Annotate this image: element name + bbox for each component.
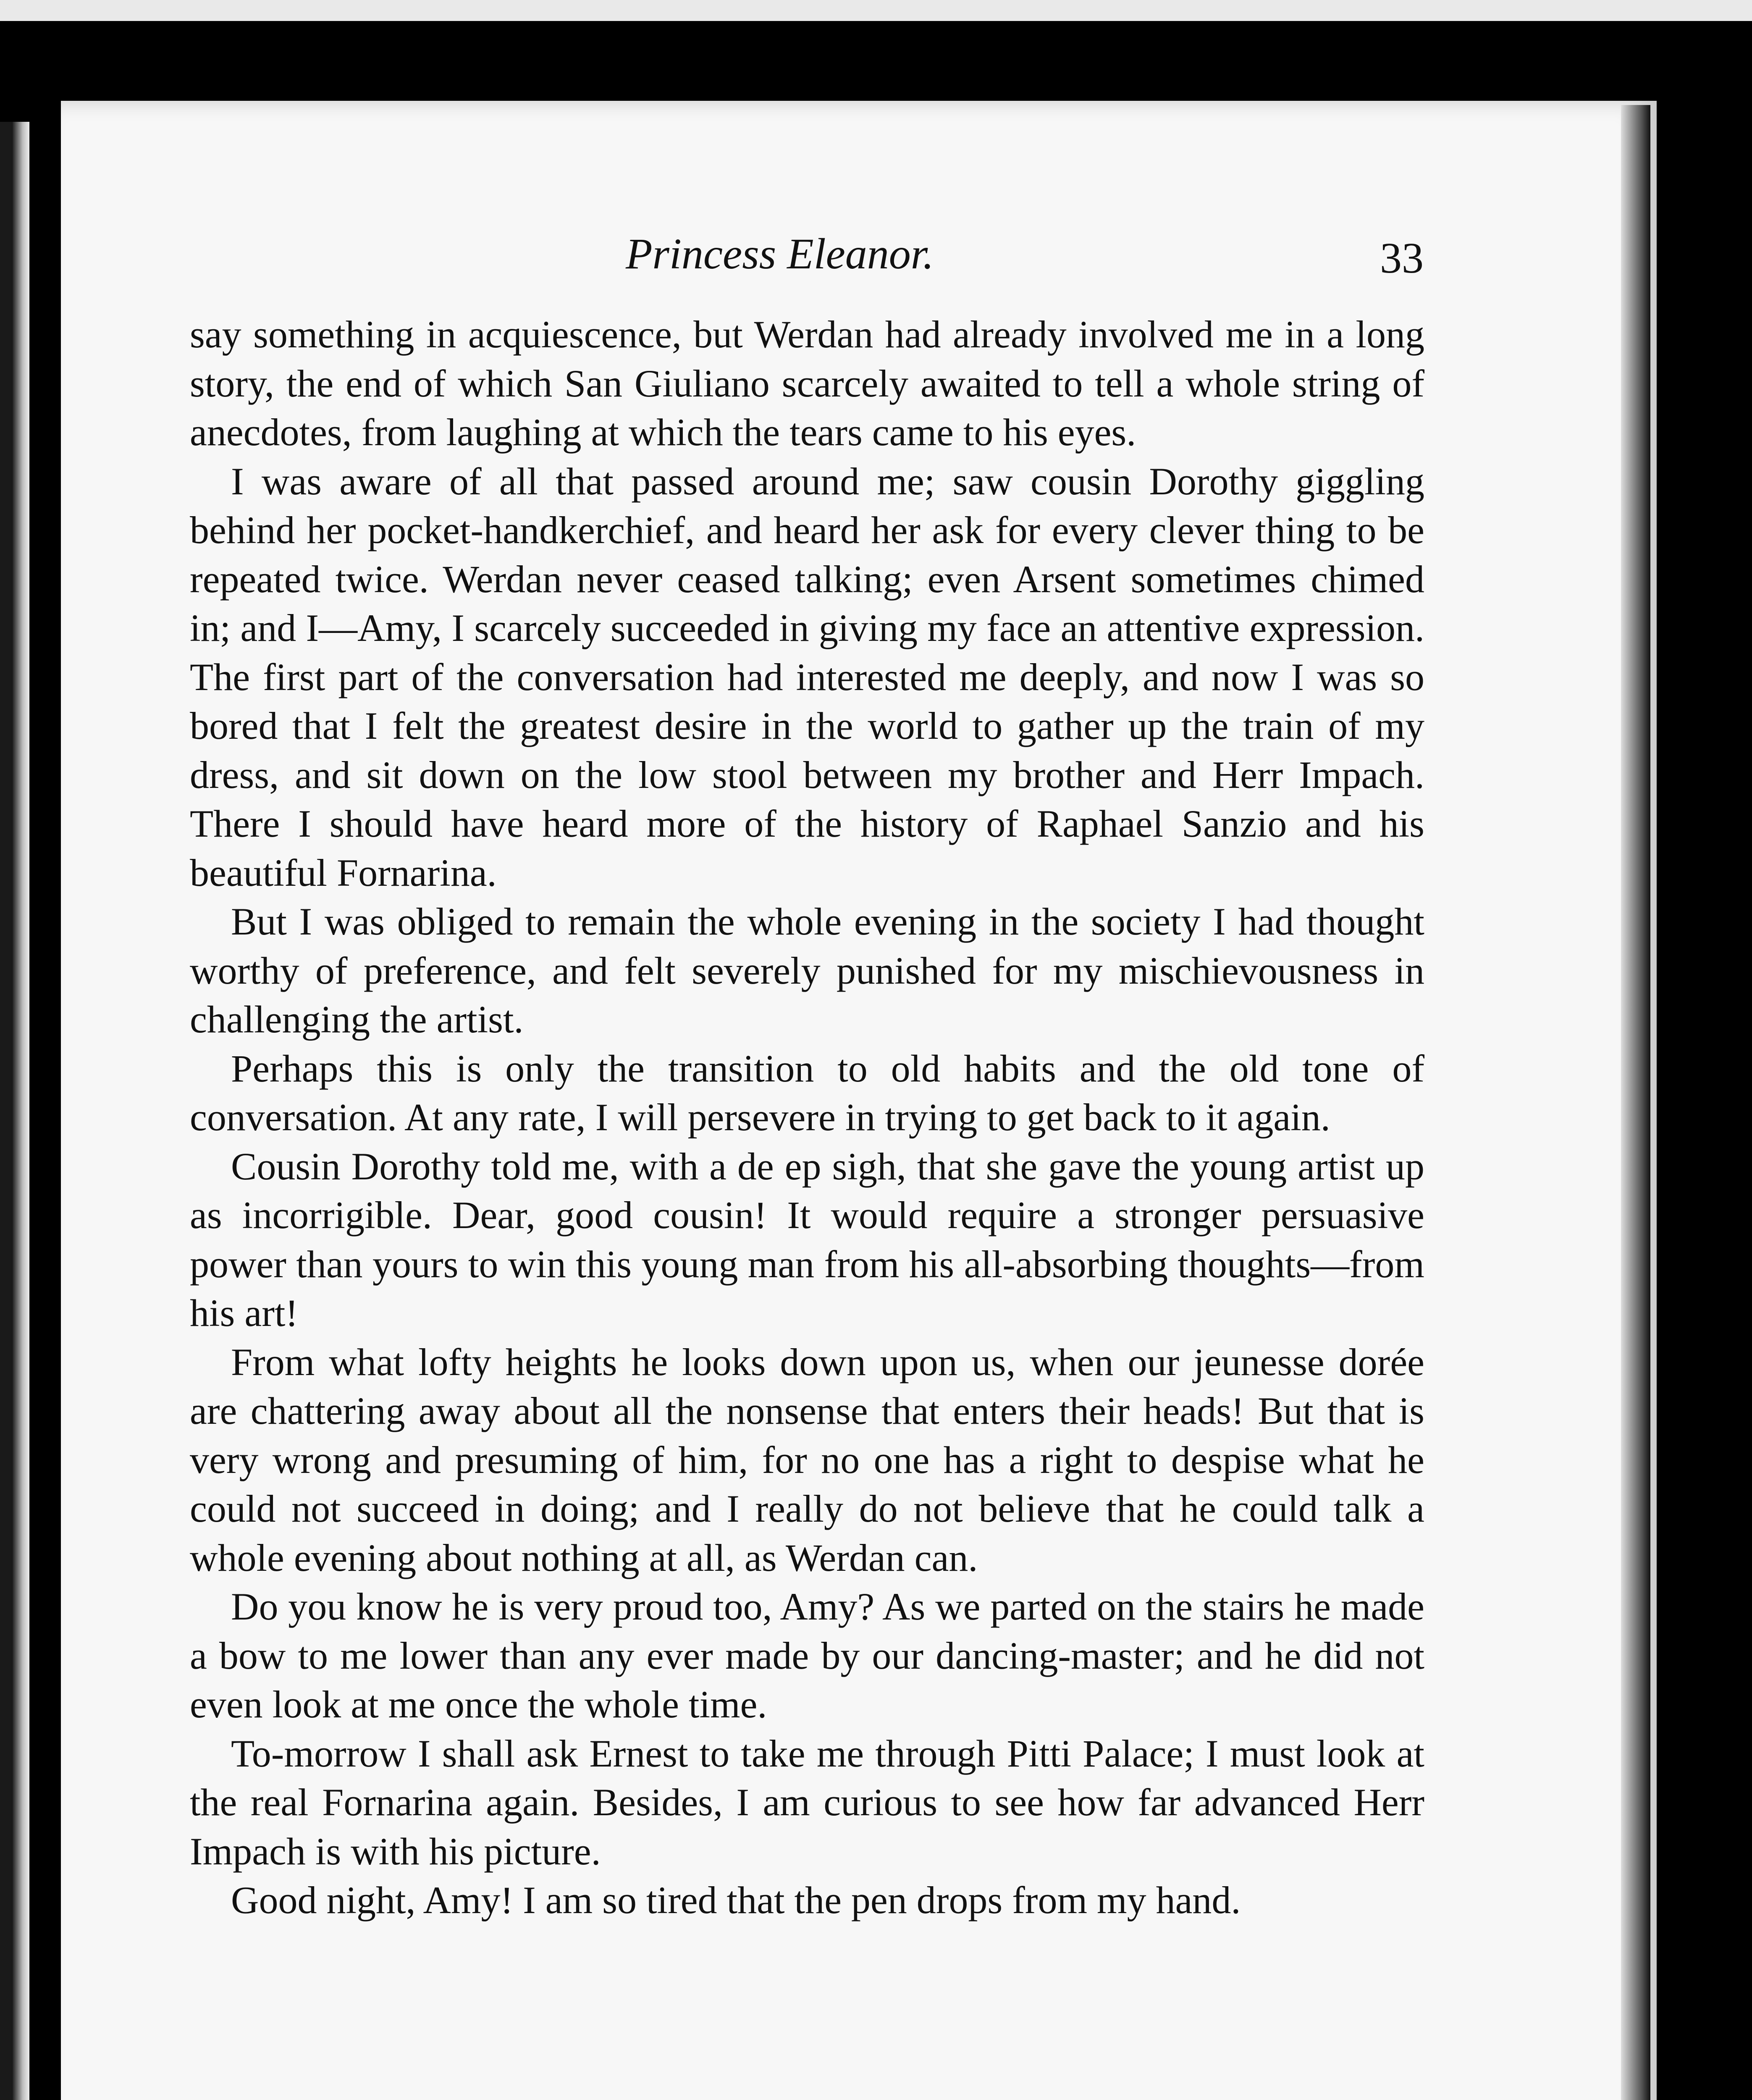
body-text	[190, 310, 1424, 1925]
scan-top-strip	[0, 0, 1752, 21]
page-number: 33	[1380, 234, 1424, 282]
paragraph: Cousin Dorothy told me, with a de ep sigh, that she gave the young artist up as incorrigible. Dear, good cousin! It would require a stronger persuasive power than yours to win this young man from his all-absorbing thoughts—from his art!	[190, 1144, 1424, 1334]
paragraph: To-morrow I shall ask Ernest to take me through Pitti Palace; I must look at the real Fornarina again. Besides, I am curious to see how far advanced Herr Impach is with his picture.	[190, 1732, 1424, 1873]
paragraph: I was aware of all that passed around me; saw cousin Dorothy giggling behind her pocket-handkerchief, and heard her ask for every clever thing to be repeated twice. Werdan never ceased talking; even Arsent sometimes chimed in; and I—Amy, I scarcely succeeded in giving my face an attentive expression. The first part of the conversation had interested me deeply, and now I was so bored that I felt the greatest desire in the world to gather up the train of my dress, and sit down on the low stool between my brother and Herr Impach. There I should have heard more of the history of Raphael Sanzio and his beautiful Fornarina.	[190, 459, 1424, 894]
paragraph: From what lofty heights he looks down upon us, when our jeunesse dorée are chattering away about all the nonsense that enters their heads! But that is very wrong and presuming of him, for no one has a right to despise what he could not succeed in doing; and I really do not believe that he could talk a whole evening about nothing at all, as Werdan can.	[190, 1340, 1424, 1579]
paragraph: But I was obliged to remain the whole evening in the society I had thought worthy of preference, and felt severely punished for my mischievousness in challenging the artist.	[190, 900, 1424, 1041]
page-edge-shadow	[1621, 105, 1650, 2100]
paragraph: Perhaps this is only the transition to old habits and the old tone of conversation. At any rate, I will persevere in trying to get back to it again.	[190, 1047, 1424, 1139]
paragraph: say something in acquiescence, but Werdan had already involved me in a long story, the end of which San Giuliano scarcely awaited to tell a whole string of anecdotes, from laughing at which the tears came to his eyes.	[190, 313, 1424, 454]
paragraph: Do you know he is very proud too, Amy? As we parted on the stairs he made a bow to me lower than any ever made by our dancing-master; and he did not even look at me once the whole time.	[190, 1585, 1424, 1726]
page-header	[626, 229, 1424, 292]
left-page-edge	[0, 122, 29, 2100]
running-title: Princess Eleanor.	[626, 230, 934, 278]
paragraph: Good night, Amy! I am so tired that the pen drops from my hand.	[231, 1879, 1241, 1922]
